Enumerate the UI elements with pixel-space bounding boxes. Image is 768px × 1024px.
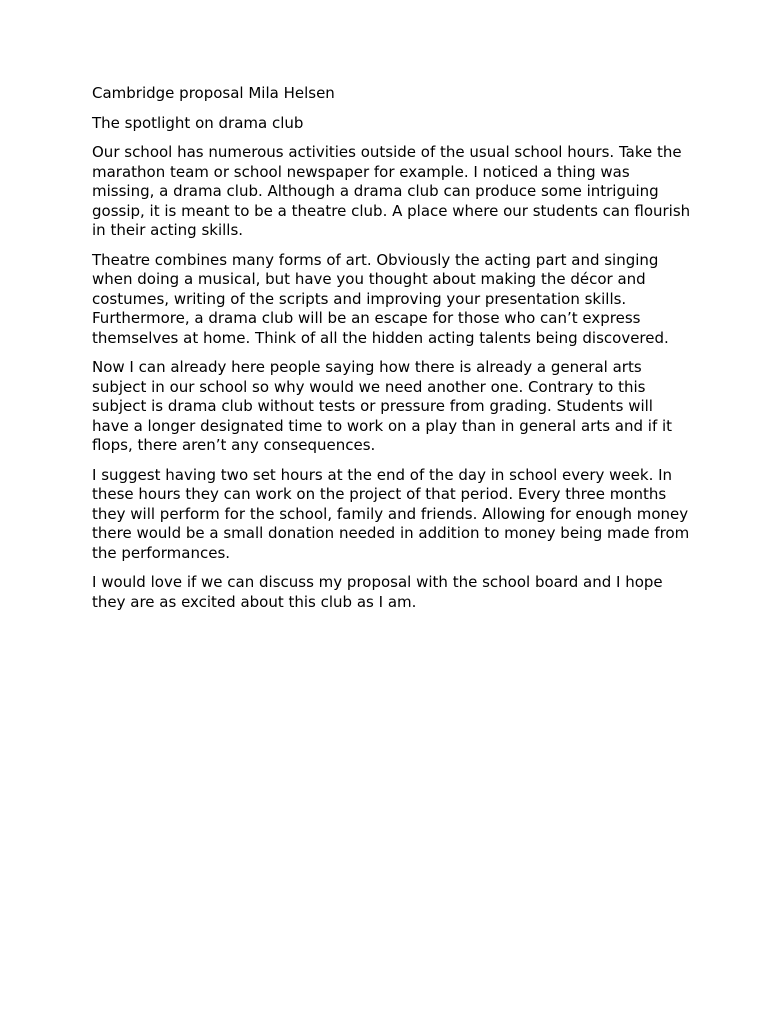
paragraph: I suggest having two set hours at the end of the day in school every week. In these hours they can work on the project of that period. Every three months they will perform for the school, family and friends. Allowing for enough money there would be a small donation needed in addition to money being made from the performances.: [92, 465, 690, 562]
document-body: [92, 84, 692, 622]
header-line: Cambridge proposal Mila Helsen: [92, 84, 335, 102]
document-title: The spotlight on drama club: [92, 113, 304, 132]
paragraph: Now I can already here people saying how there is already a general arts subject in our school so why would we need another one. Contrary to this subject is drama club without tests or pressure from grading. Students will have a longer designated time to work on a play than in general arts and if it flops, there aren’t any consequences.: [92, 358, 673, 454]
paragraph: I would love if we can discuss my proposal with the school board and I hope they are as excited about this club as I am.: [92, 573, 663, 611]
paragraph: Theatre combines many forms of art. Obviously the acting part and singing when doing a musical, but have you thought about making the décor and costumes, writing of the scripts and improving your presentation skills. Furthermore, a drama club will be an escape for those who can’t express themselves at home. Think of all the hidden acting talents being discovered.: [92, 250, 669, 347]
paragraph: Our school has numerous activities outside of the usual school hours. Take the marathon team or school newspaper for example. I noticed a thing was missing, a drama club. Although a drama club can produce some intriguing gossip, it is meant to be a theatre club. A place where our students can flourish in their acting skills.: [92, 143, 691, 239]
